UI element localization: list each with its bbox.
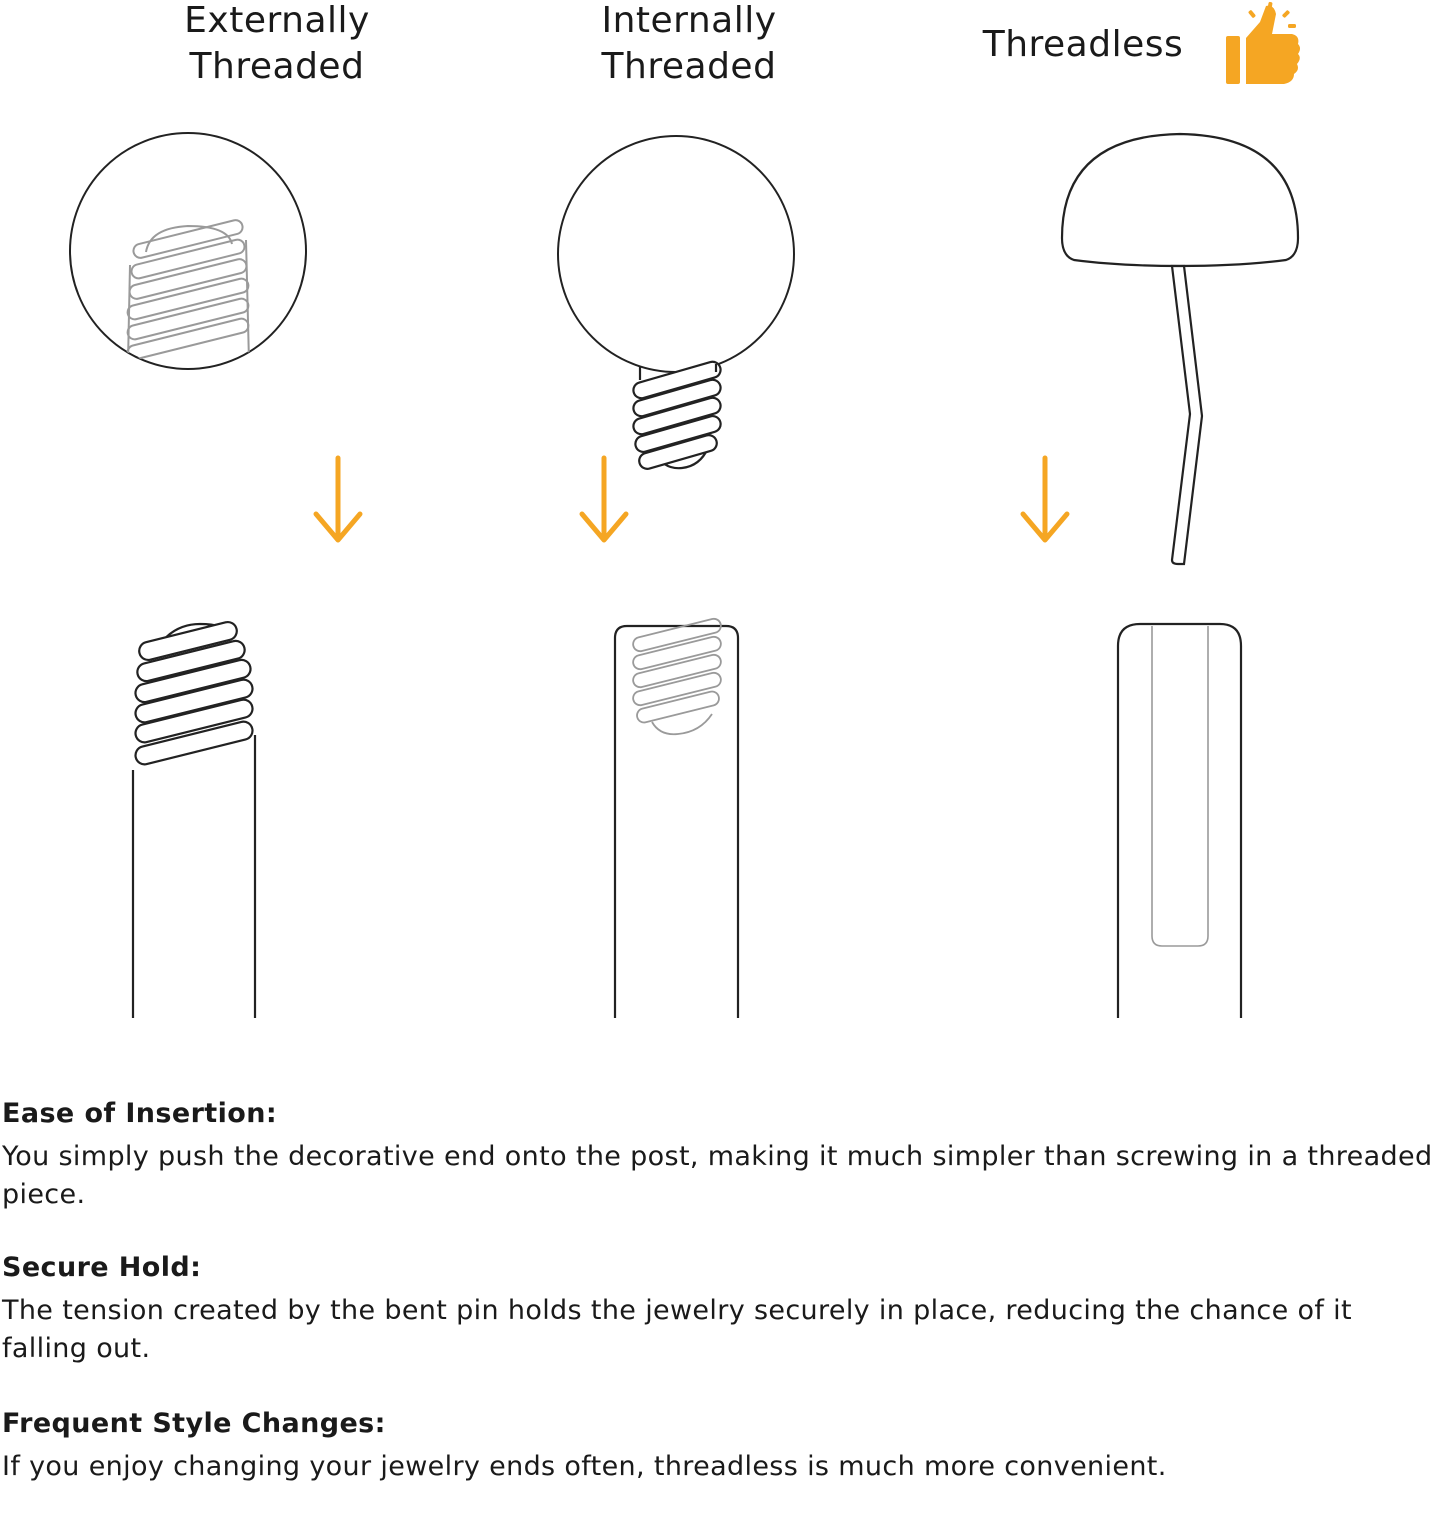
threadless-end [1062, 134, 1298, 564]
benefits-notes [2, 1094, 1438, 1520]
note-body: If you enjoy changing your jewelry ends often, threadless is much more convenient. [2, 1451, 1167, 1482]
note-secure-hold [2, 1248, 1438, 1368]
threadless-post [1118, 624, 1241, 1018]
arrow-down-icon [1023, 458, 1067, 540]
note-ease-of-insertion [2, 1094, 1438, 1214]
arrow-down-icon [316, 458, 360, 540]
title-internally-line2: Threaded [601, 46, 777, 87]
externally-threaded-post [133, 620, 255, 1018]
title-internally-line1: Internally [601, 0, 777, 41]
title-externally-line2: Threaded [189, 46, 365, 87]
internally-threaded-post [615, 617, 738, 1018]
title-externally-line1: Externally [184, 0, 370, 41]
note-heading: Frequent Style Changes: [2, 1408, 386, 1439]
note-body: You simply push the decorative end onto the post, making it much simpler than screwing in a threaded piece. [2, 1141, 1433, 1210]
arrow-down-icon [582, 458, 626, 540]
note-body: The tension created by the bent pin holds the jewelry securely in place, reducing the chance of it falling out. [2, 1295, 1352, 1364]
externally-threaded-ball-end [70, 133, 306, 369]
note-heading: Ease of Insertion: [2, 1098, 278, 1129]
internally-threaded-ball-end [558, 136, 794, 471]
note-heading: Secure Hold: [2, 1252, 202, 1283]
title-threadless: Threadless [982, 24, 1184, 65]
note-frequent-style-changes [2, 1404, 1438, 1486]
